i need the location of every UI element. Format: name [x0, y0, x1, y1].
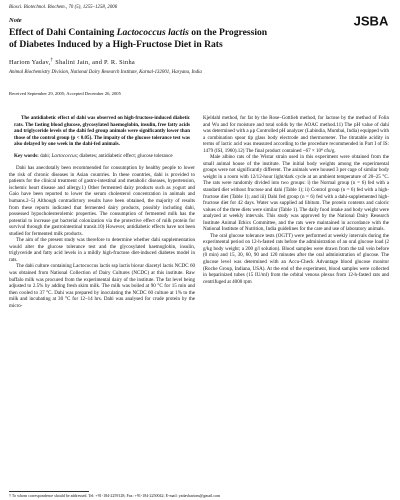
keywords	[9, 153, 195, 160]
body-paragraph: The dahi culture containing Lactococcus lactis ssp lactis biovar diacetyl lactis NCDC 60 was obtained from National Collection of Dairy Cultures (NCDC) at this institute. Raw buffalo milk was procured from the experimental dairy of the institute. The fat level being adjusted to 2.5% by adding fresh skim milk. The milk was boiled at 90 °C for 15 min and then cooled to 37 °C. Dahi was prepared by inoculating the NCDC 60 culture at 1% to the milk and incubating at 30 °C for 12–14 hrs. Dahi was analysed for crude protein by the micro-	[9, 263, 195, 309]
body-paragraph: The aim of the present study was therefore to determine whether dahi supplementation would alter the glucose tolerance test and the glycosylated haemoglobin, insulin, triglyceride and fatty acid levels in a mildly high-fructose diet-induced diabetes model in rats.	[9, 237, 195, 263]
affiliation: Animal Biochemistry Division, National Dairy Research Institute, Karnal-132001, Haryana, India	[9, 70, 202, 75]
keywords-text: ; diabetes; antidiabetic effect; glucose tolerance	[76, 152, 173, 159]
keywords-italic: Lactococcus	[51, 152, 77, 159]
footnote-divider	[9, 491, 89, 492]
body-paragraph: Male albino rats of the Wistar strain used in this experiment were obtained from the small animal house of the institute. The initial body weights among the experimental groups were not significantly different. The animals were housed 3 per cage of similar body weight in a room with 12/12-hour light/dark cycle at an ambient temperature of 20–25 °C. The rats were randomly divided into two groups: i) the Normal group (n = 6) fed with a standard diet without fructose and dahi (Table 1); ii) Control group (n = 6) fed with a high-fructose diet (Table 1); and iii) Dahi fed group (n = 6) fed with a dahi-supplemented high-fructose diet for 42 days. Water was supplied ad libitum. The protein contents and caloric values of the three diets were similar (Table 1). The daily food intake and body weight were analyzed at weekly intervals. This study was approved by the National Dairy Research Institute Animal Ethics Committee, and the rats were maintained in accordance with the National Institute of Nutrition, India guidelines for the care and use of laboratory animals.	[203, 154, 389, 233]
body-paragraph: Dahi has anecdotally been recommended for consumption by healthy people to lower the risk of chronic diseases in Asian countries. In these countries, dahi is provided to patients for the clinical treatment of gastro-intestinal and metabolic diseases, hypertension, ischemic heart disease and allergy.1) Other fermented dairy products such as yogurt and Gaio have been reported to lower the serum cholesterol concentration in animals and humans.2–5) Although contradictory results have been obtained, the majority of results from these reports indicated that fermented dairy products, possibly including dahi, possessed hypocholesterolemic properties. The consumption of fermented milk has the potential to increase gut bacterial colonization via the protective effect of milk protein for survival through the gastrointestinal transit.10) However, antidiabetic effects have not been studied for fermented milk products.	[9, 165, 195, 237]
body-paragraph: The oral glucose tolerance tests (OGTT) were performed at weekly intervals during the experimental period on 12-h-fasted rats before the administration of an oral glucose load (2 g/kg body weight; a 200 g/l solution). Blood samples were drawn from the tail vein before (0 min) and 15, 30, 60, 90 and 120 minutes after the oral administration of glucose. The glucose level was determined with an Accu-Check Advantage blood glucose monitor (Roche Group, Indiana, USA). At the end of the experiment, blood samples were collected in heparinized tubes (15 IU/ml) from the orbital venous plexus from 12-h-fasted rats and centrifuged at 4000 rpm	[203, 232, 389, 285]
svg-text:JSBA: JSBA	[353, 14, 389, 28]
right-column	[203, 115, 389, 285]
footnote: † To whom correspondence should be addressed. Tel: +91-184-2259128; Fax: +91-184-2250042; E-mail: yadavhariom@gmail.com	[9, 493, 221, 498]
author-name: Hariom Yadav,	[9, 59, 51, 67]
keywords-text: dahi;	[38, 152, 52, 159]
corresponding-mark: †	[50, 57, 54, 63]
title-species: Lactococcus lactis	[116, 27, 189, 38]
received-dates: Received September 29, 2005; Accepted December 26, 2005	[9, 91, 121, 96]
body-paragraph: Kjeldahl method, for fat by the Rose–Gottlieb method, for lactose by the method of Folin and Wu and for moisture and total solids by the AOAC method.11) The pH value of dahi was determined with a μp Controlled pH analyzer (Labindia, Mumbai, India) equipped with a combination spear tip glass body electrode and thermometer. The titratable acidity in terms of lactic acid was measured according to the procedure recommended in Part I of IS: 1479 (ISI, 1960).12) The final product contained ~67 × 10⁸ cfu/g.	[203, 115, 389, 154]
journal-reference: Biosci. Biotechnol. Biochem., 70 (5), 1255–1258, 2006	[9, 5, 118, 10]
article-type-label: Note	[9, 17, 22, 24]
author-name: Shalini Jain, and P. R. Sinha	[53, 59, 135, 67]
title-part: on the Progression	[188, 27, 268, 38]
author-list	[9, 57, 135, 66]
left-column	[9, 115, 195, 309]
article-title	[9, 27, 379, 50]
title-line-2: of Diabetes Induced by a High-Fructose Diet in Rats	[9, 38, 223, 50]
jsba-logo	[352, 14, 390, 28]
abstract: The antidiabetic effect of dahi was observed on high-fructose-induced diabetic rats. The fasting blood glucose, glycosylated haemoglobin, insulin, free fatty acids and triglyceride levels of the dahi fed group animals were significantly lower than those of the control group (p < 0.05). The impaity of the glucose tolerance test was also delayed by one week in the dahi-fed animals.	[14, 115, 190, 148]
keywords-label: Key words:	[14, 152, 39, 159]
title-part: Effect of Dahi Containing	[9, 27, 117, 38]
